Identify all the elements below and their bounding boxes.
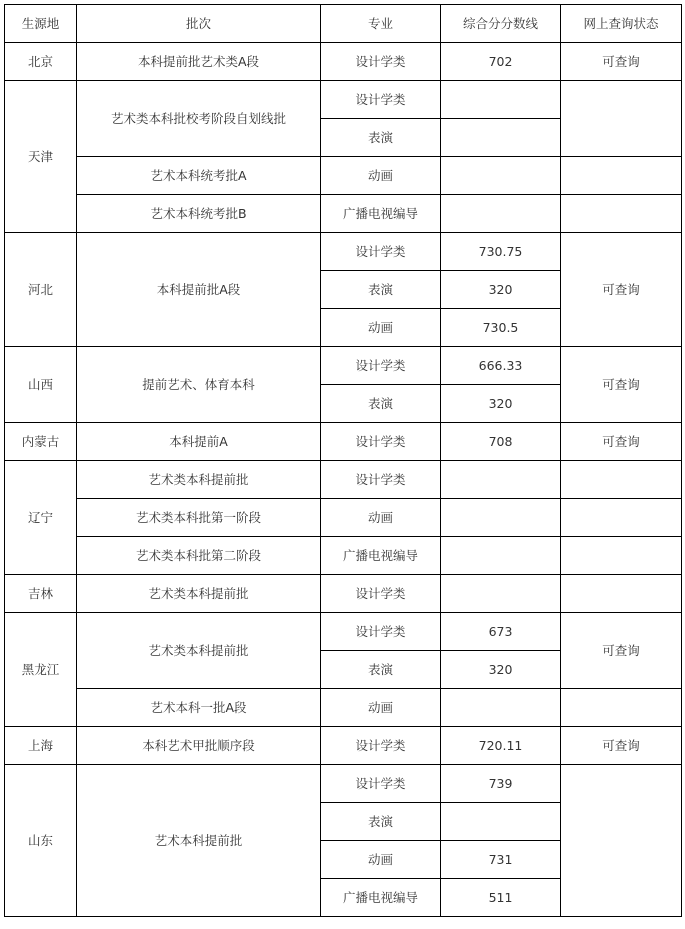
batch-cell: 艺术本科一批A段: [77, 689, 321, 727]
major-cell: 广播电视编导: [321, 195, 441, 233]
score-cell: [441, 575, 561, 613]
major-cell: 表演: [321, 385, 441, 423]
header-batch: 批次: [77, 5, 321, 43]
major-cell: 动画: [321, 841, 441, 879]
major-cell: 动画: [321, 499, 441, 537]
table-row: [5, 727, 682, 765]
table-row: [5, 43, 682, 81]
score-cell: 731: [441, 841, 561, 879]
batch-cell: 本科艺术甲批顺序段: [77, 727, 321, 765]
score-cell: [441, 803, 561, 841]
batch-cell: 艺术本科统考批B: [77, 195, 321, 233]
status-cell: [561, 765, 682, 917]
batch-cell: 艺术类本科批第一阶段: [77, 499, 321, 537]
batch-cell: 艺术类本科提前批: [77, 613, 321, 689]
status-cell: 可查询: [561, 233, 682, 347]
major-cell: 设计学类: [321, 347, 441, 385]
province-cell: 天津: [5, 81, 77, 233]
table-row: [5, 613, 682, 651]
province-cell: 内蒙古: [5, 423, 77, 461]
table-row: [5, 499, 682, 537]
major-cell: 动画: [321, 689, 441, 727]
major-cell: 设计学类: [321, 233, 441, 271]
score-cell: 511: [441, 879, 561, 917]
major-cell: 表演: [321, 271, 441, 309]
province-cell: 山东: [5, 765, 77, 917]
score-cell: 702: [441, 43, 561, 81]
status-cell: [561, 689, 682, 727]
table-row: [5, 157, 682, 195]
score-cell: [441, 119, 561, 157]
batch-cell: 提前艺术、体育本科: [77, 347, 321, 423]
score-cell: 708: [441, 423, 561, 461]
score-cell: 730.5: [441, 309, 561, 347]
header-status: 网上查询状态: [561, 5, 682, 43]
score-cell: [441, 689, 561, 727]
province-cell: 北京: [5, 43, 77, 81]
status-cell: [561, 195, 682, 233]
score-cell: [441, 461, 561, 499]
status-cell: 可查询: [561, 423, 682, 461]
major-cell: 设计学类: [321, 461, 441, 499]
header-row: [5, 5, 682, 43]
major-cell: 设计学类: [321, 81, 441, 119]
major-cell: 设计学类: [321, 423, 441, 461]
table-row: [5, 81, 682, 119]
table-row: [5, 233, 682, 271]
score-cell: [441, 81, 561, 119]
batch-cell: 艺术类本科提前批: [77, 461, 321, 499]
score-cell: [441, 157, 561, 195]
major-cell: 设计学类: [321, 727, 441, 765]
status-cell: [561, 157, 682, 195]
major-cell: 设计学类: [321, 575, 441, 613]
batch-cell: 本科提前A: [77, 423, 321, 461]
score-cell: [441, 499, 561, 537]
score-cell: 673: [441, 613, 561, 651]
score-cell: [441, 195, 561, 233]
major-cell: 设计学类: [321, 765, 441, 803]
batch-cell: 本科提前批艺术类A段: [77, 43, 321, 81]
status-cell: [561, 461, 682, 499]
score-cell: 320: [441, 271, 561, 309]
table-row: [5, 347, 682, 385]
score-cell: 320: [441, 651, 561, 689]
batch-cell: 艺术类本科批校考阶段自划线批: [77, 81, 321, 157]
table-row: [5, 461, 682, 499]
batch-cell: 本科提前批A段: [77, 233, 321, 347]
table-row: [5, 195, 682, 233]
status-cell: [561, 81, 682, 157]
major-cell: 设计学类: [321, 43, 441, 81]
score-cell: 320: [441, 385, 561, 423]
batch-cell: 艺术本科统考批A: [77, 157, 321, 195]
status-cell: [561, 537, 682, 575]
province-cell: 山西: [5, 347, 77, 423]
province-cell: 辽宁: [5, 461, 77, 575]
table-row: [5, 423, 682, 461]
score-cell: 720.11: [441, 727, 561, 765]
province-cell: 上海: [5, 727, 77, 765]
province-cell: 黑龙江: [5, 613, 77, 727]
table-row: [5, 575, 682, 613]
status-cell: [561, 499, 682, 537]
score-cell: 739: [441, 765, 561, 803]
admission-score-table: [4, 4, 682, 917]
major-cell: 表演: [321, 803, 441, 841]
status-cell: [561, 575, 682, 613]
header-major: 专业: [321, 5, 441, 43]
major-cell: 设计学类: [321, 613, 441, 651]
score-cell: 730.75: [441, 233, 561, 271]
status-cell: 可查询: [561, 347, 682, 423]
major-cell: 表演: [321, 651, 441, 689]
batch-cell: 艺术本科提前批: [77, 765, 321, 917]
major-cell: 动画: [321, 157, 441, 195]
header-score: 综合分分数线: [441, 5, 561, 43]
table-row: [5, 537, 682, 575]
score-cell: 666.33: [441, 347, 561, 385]
batch-cell: 艺术类本科批第二阶段: [77, 537, 321, 575]
province-cell: 吉林: [5, 575, 77, 613]
major-cell: 广播电视编导: [321, 537, 441, 575]
province-cell: 河北: [5, 233, 77, 347]
status-cell: 可查询: [561, 613, 682, 689]
batch-cell: 艺术类本科提前批: [77, 575, 321, 613]
score-cell: [441, 537, 561, 575]
major-cell: 广播电视编导: [321, 879, 441, 917]
table-row: [5, 765, 682, 803]
header-province: 生源地: [5, 5, 77, 43]
table-row: [5, 689, 682, 727]
major-cell: 动画: [321, 309, 441, 347]
status-cell: 可查询: [561, 727, 682, 765]
major-cell: 表演: [321, 119, 441, 157]
status-cell: 可查询: [561, 43, 682, 81]
